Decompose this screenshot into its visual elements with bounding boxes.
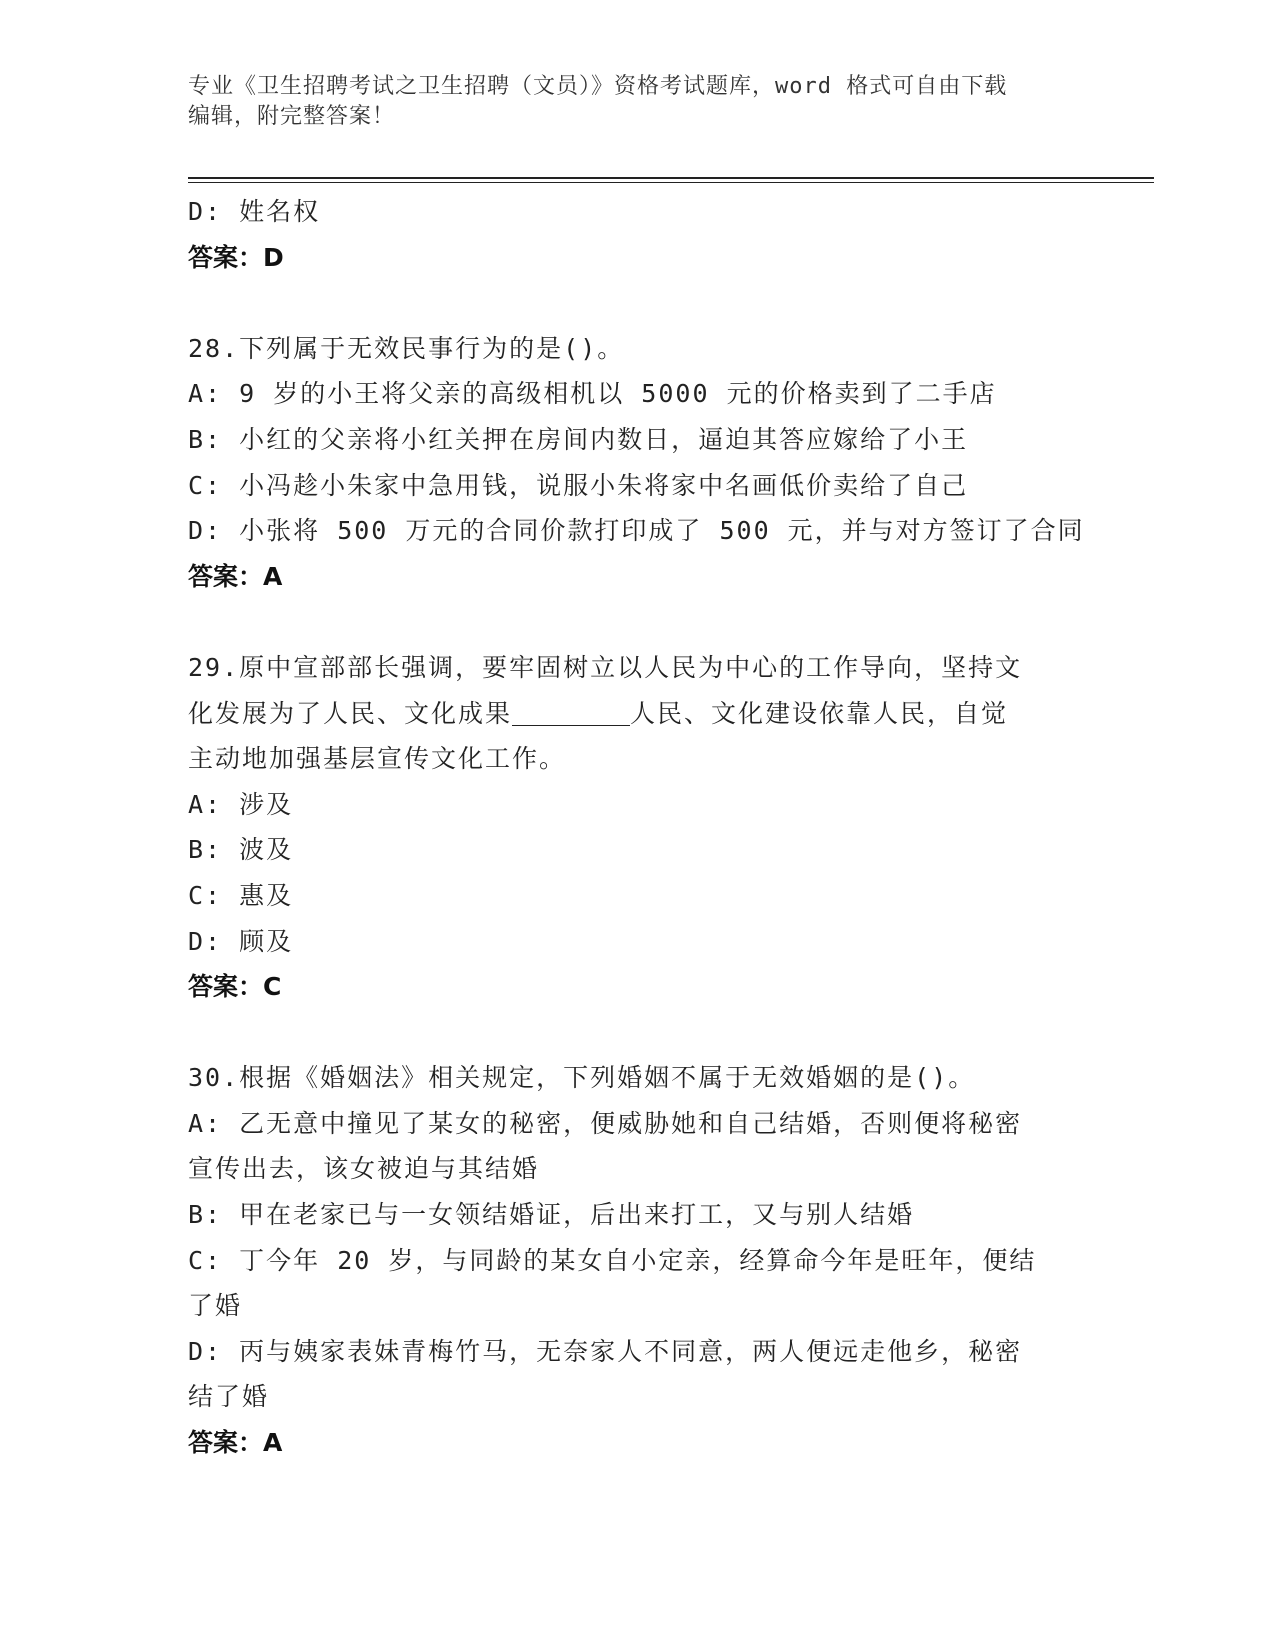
option-d-line-2: 结了婚 <box>188 1382 270 1412</box>
option-b: B: 甲在老家已与一女领结婚证，后出来打工，又与别人结婚 <box>188 1200 915 1230</box>
question-stem: 30.根据《婚姻法》相关规定，下列婚姻不属于无效婚姻的是()。 <box>188 1063 976 1093</box>
question-30 <box>188 1055 1088 1465</box>
question-29 <box>188 645 1088 1010</box>
document-header <box>188 72 1088 132</box>
question-28 <box>188 326 1088 600</box>
option-a-line-1: A: 乙无意中撞见了某女的秘密，便威胁她和自己结婚，否则便将秘密 <box>188 1108 1023 1138</box>
question-stem: 28.下列属于无效民事行为的是()。 <box>188 333 625 363</box>
option-a-line-2: 宣传出去，该女被迫与其结婚 <box>188 1154 540 1184</box>
option-b: B: 小红的父亲将小红关押在房间内数日，逼迫其答应嫁给了小王 <box>188 424 969 454</box>
option-c-line-2: 了婚 <box>188 1291 243 1321</box>
question-stem-line-1: 29.原中宣部部长强调，要牢固树立以人民为中心的工作导向，坚持文 <box>188 652 1023 682</box>
spacer <box>188 280 1088 326</box>
answer-line: 答案：A <box>188 1428 283 1458</box>
option-a: A: 9 岁的小王将父亲的高级相机以 5000 元的价格卖到了二手店 <box>188 379 997 409</box>
fill-in-blank <box>512 695 630 726</box>
stem-text-after-blank: 人民、文化建设依靠人民，自觉 <box>630 698 1009 728</box>
question-stem-line-3: 主动地加强基层宣传文化工作。 <box>188 744 567 774</box>
option-c-line-1: C: 丁今年 20 岁，与同龄的某女自小定亲，经算命今年是旺年，便结 <box>188 1245 1037 1275</box>
answer-line: 答案：C <box>188 972 282 1002</box>
option-d: D: 小张将 500 万元的合同价款打印成了 500 元，并与对方签订了合同 <box>188 516 1085 546</box>
stem-text-before-blank: 化发展为了人民、文化成果 <box>188 698 513 728</box>
option-d: D: 顾及 <box>188 926 294 956</box>
header-line-1: 专业《卫生招聘考试之卫生招聘（文员）》资格考试题库，word 格式可自由下载 <box>188 74 1008 99</box>
previous-question-tail <box>188 189 1088 280</box>
option-b: B: 波及 <box>188 835 294 865</box>
option-c: C: 惠及 <box>188 880 294 910</box>
option-d-line-1: D: 丙与姨家表妹青梅竹马，无奈家人不同意，两人便远走他乡，秘密 <box>188 1336 1023 1366</box>
option-d: D: 姓名权 <box>188 197 321 226</box>
question-content <box>188 189 1088 1466</box>
answer-line: 答案：D <box>188 242 284 272</box>
question-stem-line-2 <box>188 691 1088 737</box>
option-a: A: 涉及 <box>188 789 294 819</box>
spacer <box>188 1010 1088 1056</box>
spacer <box>188 599 1088 645</box>
header-divider-thin <box>188 182 1154 183</box>
answer-line: 答案：A <box>188 561 283 591</box>
option-c: C: 小冯趁小朱家中急用钱，说服小朱将家中名画低价卖给了自己 <box>188 470 969 500</box>
header-divider-thick <box>188 177 1154 179</box>
header-line-2: 编辑，附完整答案！ <box>188 104 396 129</box>
